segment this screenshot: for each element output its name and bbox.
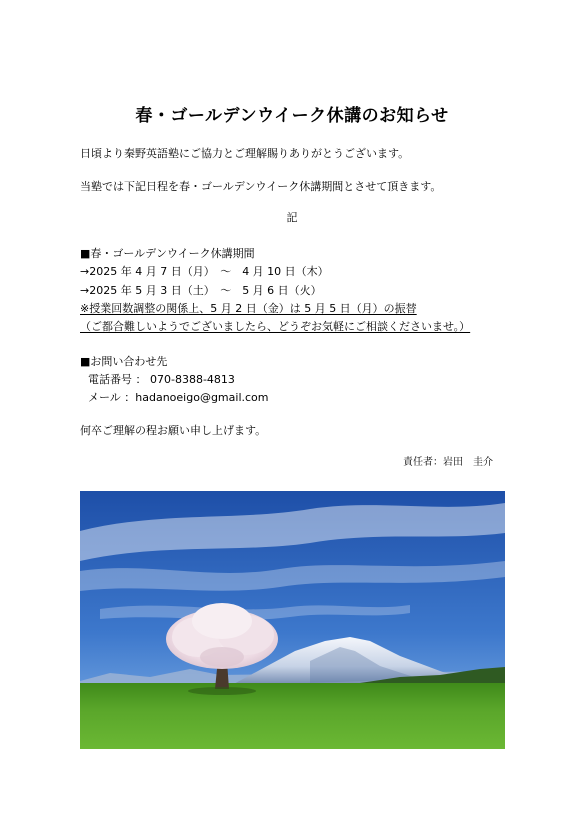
period-note-2: （ご都合難しいようでございましたら、どうぞお気軽にご相談くださいませ。） xyxy=(80,320,471,333)
contact-email: メール ：hadanoeigo@gmail.com xyxy=(88,391,269,404)
period-heading: ■春・ゴールデンウイーク休講期間 xyxy=(80,247,255,260)
period-range-1: →2025 年 4 月 7 日（月） ～ 4 月 10 日（木） xyxy=(80,265,329,278)
notice-title: 春・ゴールデンウイーク休講のお知らせ xyxy=(135,106,449,126)
grass-field xyxy=(80,683,505,749)
responsible-person: 責任者：岩田 圭介 xyxy=(403,457,493,468)
contact-heading: ■お問い合わせ先 xyxy=(80,355,168,368)
tree-shadow xyxy=(188,687,256,695)
period-range-2: →2025 年 5 月 3 日（土） ～ 5 月 6 日（火） xyxy=(80,284,322,297)
period-note-1: ※授業回数調整の関係上、5 月 2 日（金）は 5 月 5 日（月）の振替 xyxy=(80,302,417,315)
intro-text: 当塾では下記日程を春・ゴールデンウイーク休講期間とさせて頂きます。 xyxy=(80,180,442,193)
ki-mark: 記 xyxy=(286,211,298,224)
closing-text: 何卒ご理解の程お願い申し上げます。 xyxy=(80,424,267,437)
contact-phone: 電話番号 ： 070-8388-4813 xyxy=(88,373,235,386)
cherry-tree-mountain-photo xyxy=(80,491,505,749)
greeting-text: 日頃より秦野英語塾にご協力とご理解賜りありがとうございます。 xyxy=(80,147,410,160)
